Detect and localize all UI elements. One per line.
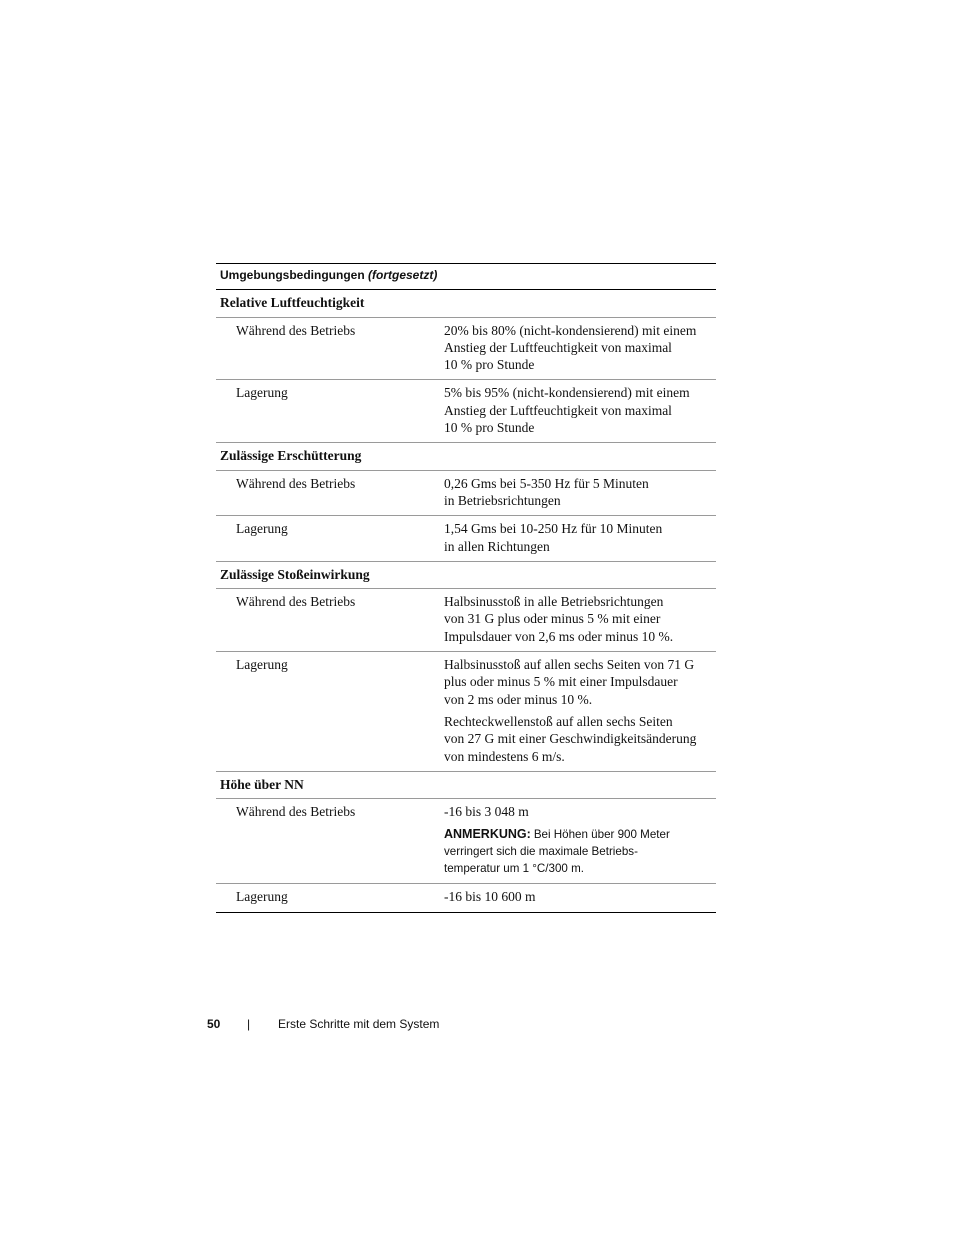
value-line: Halbsinusstoß auf allen sechs Seiten von 71 G [444,657,695,673]
note-box [444,826,712,877]
row-label: Lagerung [216,652,444,772]
value-paragraph [444,384,712,436]
value-line: in Betriebsrichtungen [444,492,561,508]
table-title [216,264,716,290]
value-line: 1,54 Gms bei 10-250 Hz für 10 Minuten [444,521,663,537]
row-label: Lagerung [216,380,444,443]
table-row [216,589,716,652]
value-line: -16 bis 10 600 m [444,889,536,905]
row-label: Während des Betriebs [216,799,444,884]
value-paragraph [444,520,712,555]
row-label: Während des Betriebs [216,470,444,516]
value-paragraph [444,593,712,645]
value-line: Impulsdauer von 2,6 ms oder minus 10 %. [444,628,674,644]
note-line: temperatur um 1 °C/300 m. [444,862,584,876]
value-line: 5% bis 95% (nicht-kondensierend) mit einem [444,385,690,401]
note-line: Bei Höhen über 900 Meter [533,828,670,842]
value-line: von mindestens 6 m/s. [444,748,565,764]
value-line: Anstieg der Luftfeuchtigkeit von maximal [444,402,672,418]
value-paragraph [444,322,712,374]
table-row [216,884,716,912]
table-header-row [216,264,716,290]
table-row [216,799,716,884]
table-row [216,652,716,772]
row-value [444,516,716,562]
value-line: 0,26 Gms bei 5-350 Hz für 5 Minuten [444,475,649,491]
row-value [444,589,716,652]
table-title-text: Umgebungsbedingungen [220,268,365,282]
note-title: ANMERKUNG: [444,827,531,842]
row-label: Lagerung [216,516,444,562]
value-line: Halbsinusstoß in alle Betriebsrichtungen [444,594,664,610]
table-row [216,516,716,562]
footer-title: Erste Schritte mit dem System [278,1017,440,1031]
page-number: 50 [207,1017,221,1031]
footer-separator: | [247,1017,251,1031]
row-value [444,799,716,884]
section-header-shock: Zulässige Stoßeinwirkung [216,561,716,588]
value-line: Rechteckwellenstoß auf allen sechs Seiten [444,713,673,729]
value-paragraph [444,656,712,708]
row-value [444,884,716,912]
row-value [444,380,716,443]
row-label: Lagerung [216,884,444,912]
section-header-altitude: Höhe über NN [216,771,716,798]
environment-spec-table [216,263,716,913]
value-line: in allen Richtungen [444,538,550,554]
row-label: Während des Betriebs [216,317,444,380]
value-paragraph [444,713,712,765]
value-line: von 2 ms oder minus 10 %. [444,691,593,707]
value-line: 10 % pro Stunde [444,420,535,436]
value-paragraph [444,803,712,820]
row-value [444,317,716,380]
value-line: plus oder minus 5 % mit einer Impulsdauer [444,674,678,690]
row-value [444,470,716,516]
table-row [216,470,716,516]
table-title-continued: (fortgesetzt) [368,268,438,282]
value-line: Anstieg der Luftfeuchtigkeit von maximal [444,339,672,355]
value-line: -16 bis 3 048 m [444,804,529,820]
row-label: Während des Betriebs [216,589,444,652]
section-header-humidity: Relative Luftfeuchtigkeit [216,290,716,317]
table-row [216,317,716,380]
note-line: verringert sich die maximale Betriebs- [444,845,638,859]
value-line: von 31 G plus oder minus 5 % mit einer [444,611,661,627]
value-line: 20% bis 80% (nicht-kondensierend) mit einem [444,322,697,338]
value-line: von 27 G mit einer Geschwindigkeitsänderung [444,731,697,747]
table-row [216,380,716,443]
value-paragraph [444,475,712,510]
value-line: 10 % pro Stunde [444,357,535,373]
row-value [444,652,716,772]
section-header-vibration: Zulässige Erschütterung [216,443,716,470]
value-paragraph [444,888,712,905]
